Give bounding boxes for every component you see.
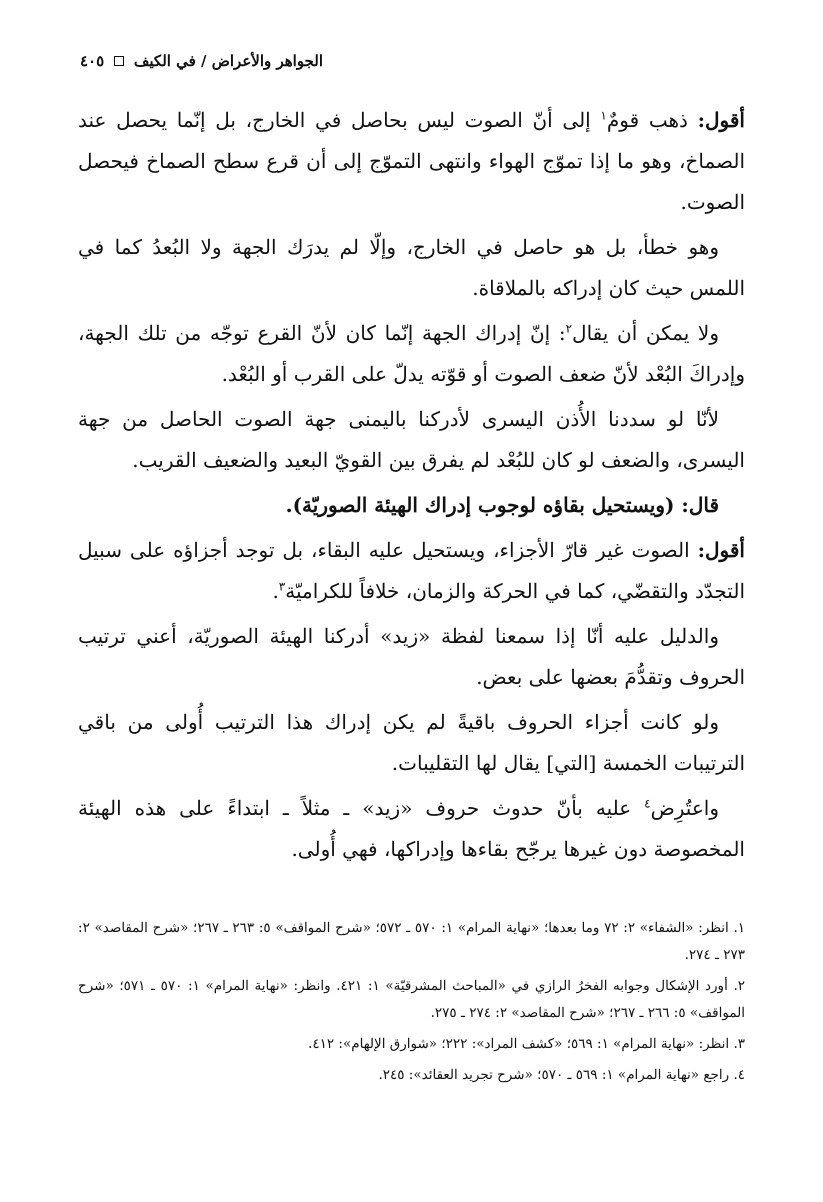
paragraph <box>78 616 745 698</box>
paragraph <box>78 788 745 870</box>
paragraph-text: ولا يمكن أن يقال <box>572 321 719 345</box>
paragraph-text: الصوت غير قارّ الأجزاء، ويستحيل عليه البقاء، بل توجد أجزاؤه على سبيل التجدّد والتقضّي، كما في الحركة والزمان، خلافاً للكراميّة <box>78 538 745 603</box>
page-number: ٤٠٥ <box>80 52 105 70</box>
paragraph-lead: أقول: <box>697 108 745 132</box>
paragraph <box>78 100 745 223</box>
quoted-statement: قال: (ويستحيل بقاؤه لوجوب إدراك الهيئة الصوريّة). <box>285 493 719 517</box>
main-text <box>78 100 745 874</box>
paragraph <box>78 702 745 784</box>
running-header-title: الجواهر والأعراض / في الكيف <box>133 52 323 70</box>
paragraph-text: لأنّا لو سددنا الأُذن اليسرى لأدركنا باليمنى جهة الصوت الحاصل من جهة اليسرى، والضعف لو كان للبُعْد لم يفرق بين القويّ البعيد والضعيف القريب. <box>78 407 745 472</box>
paragraph-text: والدليل عليه أنّا إذا سمعنا لفظة «زيد» أدركنا الهيئة الصوريّة، أعني ترتيب الحروف وتقدُّمَ بعضها على بعض. <box>78 624 745 689</box>
footnote: ٢. أورد الإشكال وجوابه الفخرُ الرازي في «المباحث المشرقيّة» ١: ٤٢١. وانظر: «نهاية المرام» ١: ٥٧٠ ـ ٥٧١؛ «شرح المواقف» ٥: ٢٦٦ ـ ٢٦٧؛ «شرح المقاصد» ٢: ٢٧٤ ـ ٢٧٥. <box>78 978 745 1021</box>
paragraph <box>78 530 745 612</box>
footnote-marker: ٤ <box>644 796 651 811</box>
footnote: ٤. راجع «نهاية المرام» ١: ٥٦٩ ـ ٥٧٠؛ «شرح تجريد العقائد»: ٢٤٥. <box>378 1067 745 1083</box>
paragraph <box>78 227 745 309</box>
paragraph-rest: إلى أنّ الصوت ليس بحاصل في الخارج، بل إنّما يحصل عند الصماخ، وهو ما إذا تموّج الهواء وانتهى التموّج إلى أن قرع سطح الصماخ فيحصل الصوت. <box>78 108 745 214</box>
footnote: ٣. انظر: «نهاية المرام» ١: ٥٦٩؛ «كشف المراد»: ٢٢٢؛ «شوارق الإلهام»: ٤١٢. <box>308 1036 745 1052</box>
paragraph-rest: عليه بأنّ حدوث حروف «زيد» ـ مثلاً ـ ابتداءً على هذه الهيئة المخصوصة دون غيرها يرجّح بقاءها وإدراكها، فهي أُولى. <box>78 796 745 861</box>
footnotes <box>78 915 745 1093</box>
footnote-marker: ١ <box>600 108 607 123</box>
paragraph-rest: . <box>272 579 279 603</box>
square-ornament-icon <box>114 56 124 66</box>
paragraph-lead: أقول: <box>697 538 745 562</box>
paragraph <box>78 399 745 481</box>
footnote-marker: ٢ <box>565 321 573 336</box>
paragraph-text: ولو كانت أجزاء الحروف باقيةً لم يكن إدراك هذا الترتيب أُولى من باقي الترتيبات الخمسة [التي] يقال لها التقليبات. <box>78 710 745 775</box>
paragraph-text: وهو خطأ، بل هو حاصل في الخارج، وإلّا لم يدرَك الجهة ولا البُعدُ كما في اللمس حيث كان إدراكه بالملاقاة. <box>78 235 745 300</box>
footnote: ١. انظر: «الشفاء» ٢: ٧٢ وما بعدها؛ «نهاية المرام» ١: ٥٧٠ ـ ٥٧٢؛ «شرح المواقف» ٥: ٢٦٣ ـ ٢٦٧؛ «شرح المقاصد» ٢: ٢٧٣ ـ ٢٧٤. <box>78 920 746 963</box>
running-header <box>80 52 323 70</box>
paragraph-text: ذهب قومٌ <box>606 108 698 132</box>
paragraph-text: واعتُرِض <box>650 796 719 820</box>
paragraph <box>78 313 745 395</box>
footnote-marker: ٣ <box>278 579 286 594</box>
paragraph-rest: : إنّ إدراك الجهة إنّما كان لأنّ القرع توجّه من تلك الجهة، وإدراكَ البُعْد لأنّ ضعف الصوت أو قوّته يدلّ على القرب أو البُعْد. <box>78 321 745 386</box>
